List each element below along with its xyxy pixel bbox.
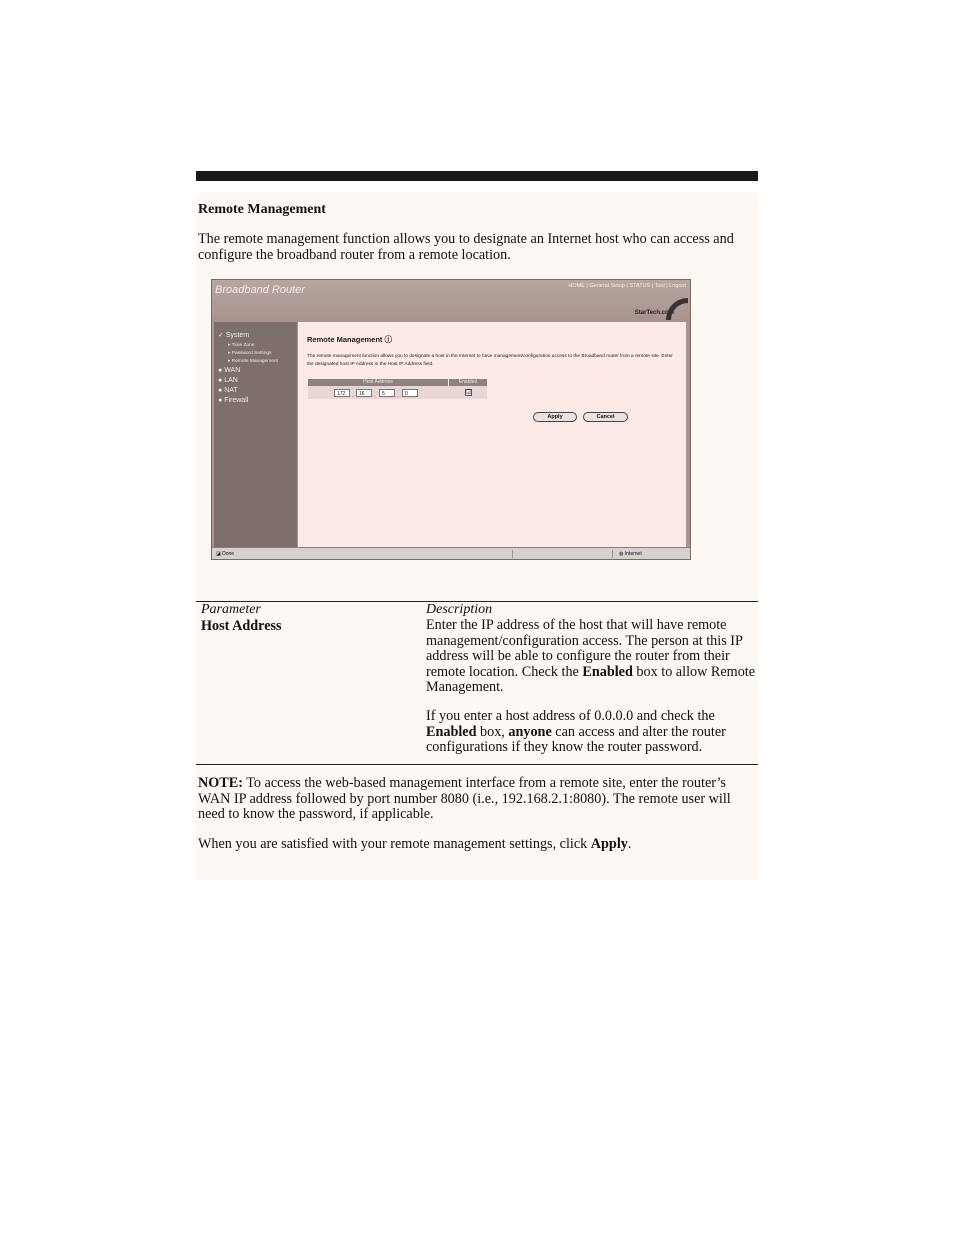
section-title: Remote Management (198, 202, 326, 217)
table-bottom-rule (196, 764, 758, 765)
status-zone: ◍ Internet (619, 551, 642, 557)
nav-password-settings[interactable]: ▸ Password Settings (228, 351, 272, 356)
nav-time-zone[interactable]: ▸ Time Zone (228, 343, 255, 348)
param-description-1: Enter the IP address of the host that will have remote management/configuration access. The person at this IP address will be able to configure the router from their remote location. Check the Enabled box to allow Remote Management. (426, 617, 756, 696)
router-header (212, 280, 690, 322)
ip-octet-2[interactable]: 16 (356, 389, 372, 397)
ip-dot: . (397, 393, 399, 399)
nav-lan[interactable]: ● LAN (218, 377, 238, 384)
nav-nat[interactable]: ● NAT (218, 387, 238, 394)
ip-octet-4[interactable]: 0 (402, 389, 418, 397)
intro-paragraph: The remote management function allows you to designate an Internet host who can access and configure the broadband router from a remote location. (198, 231, 734, 263)
header-rule (196, 171, 758, 181)
apply-button[interactable]: Apply (533, 412, 577, 422)
status-divider (512, 550, 513, 558)
status-divider (612, 550, 613, 558)
router-brand: Broadband Router (215, 284, 305, 296)
router-top-links[interactable]: HOME | General Setup | STATUS | Tool | Logout (568, 283, 686, 289)
globe-icon: ◍ (619, 551, 624, 557)
final-paragraph: When you are satisfied with your remote management settings, click Apply. (198, 836, 632, 852)
col-description-header: Description (426, 602, 493, 617)
cancel-button[interactable]: Cancel (583, 412, 628, 422)
status-done: ◪ Done (216, 551, 235, 557)
ip-dot: . (374, 393, 376, 399)
router-screenshot (211, 279, 691, 560)
browser-status-bar (212, 547, 690, 560)
router-sidebar (214, 322, 297, 547)
nav-wan[interactable]: ● WAN (218, 367, 241, 374)
router-main-panel (298, 322, 686, 547)
startech-logo-icon (666, 298, 688, 320)
help-icon[interactable]: ⓘ (384, 335, 393, 344)
nav-firewall[interactable]: ● Firewall (218, 397, 249, 404)
nav-remote-management[interactable]: ▸ Remote Management (228, 359, 278, 364)
router-page-title: Remote Management ⓘ (307, 335, 393, 344)
col-host-address: Host Address (308, 379, 448, 386)
param-host-address: Host Address (201, 618, 282, 634)
ip-octet-1[interactable]: 172 (334, 389, 350, 397)
nav-system[interactable]: ✓ System (218, 332, 250, 339)
startech-logo-text: StarTech.com (634, 310, 674, 316)
col-parameter-header: Parameter (201, 602, 261, 617)
ip-octet-3[interactable]: 5 (379, 389, 395, 397)
note-paragraph: NOTE: To access the web-based management interface from a remote site, enter the router’s WAN IP address followed by port number 8080 (i.e., 192.168.2.1:8080). The remote user will need to know the password, if applicable. (198, 775, 731, 823)
router-page-description: The remote management function allows you to designate a host in the Internet to have management/configuration access to the Broadband router from a remote site. Enter the designated host IP Address in the Host IP Address field. (307, 354, 673, 367)
param-description-2: If you enter a host address of 0.0.0.0 and check the Enabled box, anyone can access and alter the router configurations if they know the router password. (426, 708, 726, 756)
header-rule-gap (222, 181, 255, 193)
col-enabled: Enabled (449, 379, 487, 386)
ip-dot: . (352, 393, 354, 399)
enabled-checkbox[interactable]: ☑ (466, 390, 472, 396)
